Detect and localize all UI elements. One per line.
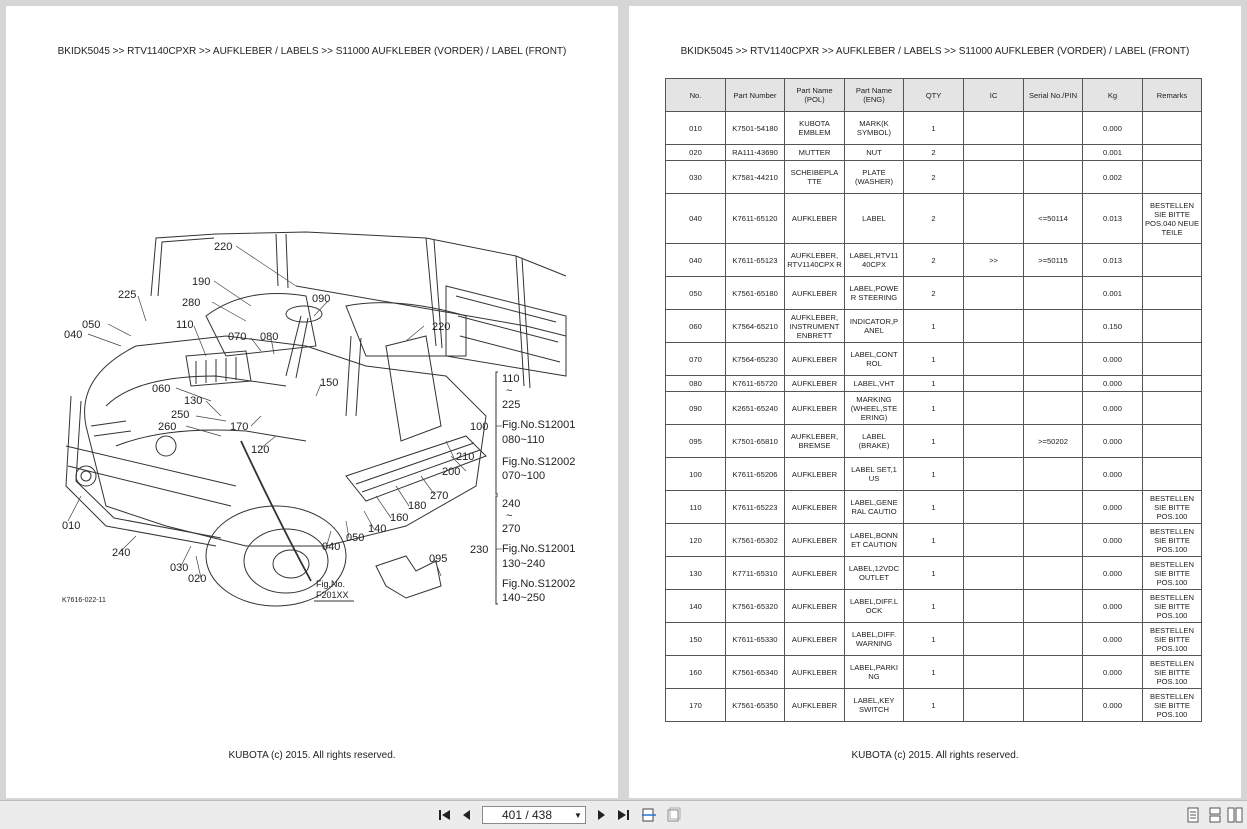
table-cell	[1143, 310, 1202, 343]
table-cell	[964, 310, 1024, 343]
table-cell	[1024, 623, 1083, 656]
table-cell: AUFKLEBER	[785, 524, 845, 557]
column-header: QTY	[904, 79, 964, 112]
table-cell: PLATE (WASHER)	[845, 161, 904, 194]
table-cell	[1143, 277, 1202, 310]
table-cell	[1024, 590, 1083, 623]
table-cell: MARK(K SYMBOL)	[845, 112, 904, 145]
table-cell: 030	[666, 161, 726, 194]
table-cell: LABEL,DIFF.L OCK	[845, 590, 904, 623]
table-cell: BESTELLEN SIE BITTE POS.040 NEUE TEILE	[1143, 194, 1202, 244]
svg-text:225: 225	[502, 399, 521, 411]
svg-text:100: 100	[470, 421, 489, 433]
table-cell: 0.000	[1083, 590, 1143, 623]
table-cell: LABEL,BONN ET CAUTION	[845, 524, 904, 557]
table-cell: K7611-65123	[726, 244, 785, 277]
table-cell: 170	[666, 689, 726, 722]
table-cell	[964, 458, 1024, 491]
table-cell: K2651-65240	[726, 392, 785, 425]
callout: 090	[312, 293, 331, 305]
table-header-row	[666, 79, 1202, 112]
table-cell	[1143, 161, 1202, 194]
column-header: Part Name (ENG)	[845, 79, 904, 112]
table-cell: K7501-65810	[726, 425, 785, 458]
table-cell: 1	[904, 458, 964, 491]
table-cell: LABEL,VHT	[845, 376, 904, 392]
table-row	[666, 524, 1202, 557]
table-cell	[964, 277, 1024, 310]
table-cell: LABEL,POWE R STEERING	[845, 277, 904, 310]
table-cell: 1	[904, 425, 964, 458]
table-cell: 0.013	[1083, 194, 1143, 244]
table-cell: K7711-65310	[726, 557, 785, 590]
table-cell: AUFKLEBER, INSTRUMENT ENBRETT	[785, 310, 845, 343]
table-cell	[1024, 524, 1083, 557]
svg-text:070~100: 070~100	[502, 470, 546, 482]
table-cell: >=50115	[1024, 244, 1083, 277]
table-cell: BESTELLEN SIE BITTE POS.100	[1143, 491, 1202, 524]
vehicle-drawing	[66, 232, 566, 606]
left-page	[6, 6, 618, 798]
table-row	[666, 194, 1202, 244]
callout: 250	[171, 409, 190, 421]
table-cell	[1143, 376, 1202, 392]
table-cell	[964, 343, 1024, 376]
viewer-toolbar	[0, 800, 1247, 829]
table-cell: K7561-65340	[726, 656, 785, 689]
table-cell: K7581-44210	[726, 161, 785, 194]
callout: 030	[170, 562, 189, 574]
table-cell: BESTELLEN SIE BITTE POS.100	[1143, 590, 1202, 623]
table-cell: AUFKLEBER	[785, 194, 845, 244]
table-cell: INDICATOR,P ANEL	[845, 310, 904, 343]
callout: 070	[228, 331, 247, 343]
diagram-code: K7616-022-11	[62, 597, 106, 604]
svg-text:270: 270	[502, 523, 521, 535]
table-cell	[1143, 425, 1202, 458]
table-cell: 095	[666, 425, 726, 458]
table-cell	[1024, 656, 1083, 689]
table-cell: 2	[904, 277, 964, 310]
table-cell: 1	[904, 590, 964, 623]
table-cell: 0.000	[1083, 376, 1143, 392]
table-cell	[964, 194, 1024, 244]
table-row	[666, 112, 1202, 145]
callout: 200	[442, 466, 461, 478]
table-cell	[1143, 343, 1202, 376]
svg-text:080~110: 080~110	[502, 434, 545, 446]
table-cell: K7564-65230	[726, 343, 785, 376]
table-cell: AUFKLEBER	[785, 689, 845, 722]
table-cell	[964, 623, 1024, 656]
table-cell: 0.000	[1083, 112, 1143, 145]
table-cell: 1	[904, 524, 964, 557]
table-cell: 2	[904, 145, 964, 161]
table-cell: AUFKLEBER	[785, 458, 845, 491]
table-row	[666, 656, 1202, 689]
table-cell	[964, 491, 1024, 524]
table-cell	[1143, 112, 1202, 145]
table-cell: AUFKLEBER	[785, 392, 845, 425]
table-cell: AUFKLEBER	[785, 656, 845, 689]
next-page-icon[interactable]	[592, 806, 610, 824]
table-cell: 020	[666, 145, 726, 161]
column-header: IC	[964, 79, 1024, 112]
table-cell: BESTELLEN SIE BITTE POS.100	[1143, 656, 1202, 689]
svg-text:Fig.No.S12002: Fig.No.S12002	[502, 578, 576, 590]
table-cell: K7561-65302	[726, 524, 785, 557]
table-row	[666, 425, 1202, 458]
callout: 020	[188, 573, 207, 585]
table-cell	[964, 524, 1024, 557]
column-header: Part Name (POL)	[785, 79, 845, 112]
callout: 010	[62, 520, 81, 532]
table-cell: 1	[904, 112, 964, 145]
table-cell: 120	[666, 524, 726, 557]
small-figure-label	[314, 579, 354, 601]
table-cell	[1143, 145, 1202, 161]
prev-page-icon[interactable]	[458, 806, 476, 824]
table-cell: 080	[666, 376, 726, 392]
table-cell: <=50114	[1024, 194, 1083, 244]
table-cell: 1	[904, 689, 964, 722]
table-cell: AUFKLEBER	[785, 376, 845, 392]
table-cell: BESTELLEN SIE BITTE POS.100	[1143, 623, 1202, 656]
table-cell: 110	[666, 491, 726, 524]
table-cell	[964, 392, 1024, 425]
table-cell	[1143, 458, 1202, 491]
table-cell: LABEL,RTV11 40CPX	[845, 244, 904, 277]
table-row	[666, 310, 1202, 343]
first-page-icon[interactable]	[436, 806, 454, 824]
callout: 060	[152, 383, 171, 395]
callout: 120	[251, 444, 270, 456]
table-cell	[1024, 112, 1083, 145]
svg-text:240: 240	[502, 498, 521, 510]
figure-reference-2	[470, 496, 575, 604]
table-cell: >>	[964, 244, 1024, 277]
chevron-down-icon: ▼	[574, 810, 582, 820]
table-cell: NUT	[845, 145, 904, 161]
callout: 240	[112, 547, 131, 559]
table-cell: 2	[904, 194, 964, 244]
table-cell	[1024, 376, 1083, 392]
column-header: Part Number	[726, 79, 785, 112]
svg-text:110: 110	[502, 373, 520, 385]
table-cell: MARKING (WHEEL,STE ERING)	[845, 392, 904, 425]
table-cell	[964, 161, 1024, 194]
callout: 220	[432, 321, 451, 333]
table-cell: 1	[904, 343, 964, 376]
callout: 130	[184, 395, 203, 407]
table-cell	[964, 557, 1024, 590]
callout: 260	[158, 421, 177, 433]
column-header: Serial No./PIN	[1024, 79, 1083, 112]
svg-text:Fig.No.S12001: Fig.No.S12001	[502, 543, 576, 555]
callout: 050	[346, 532, 365, 544]
table-cell	[964, 656, 1024, 689]
table-cell: 0.000	[1083, 425, 1143, 458]
table-cell: 0.001	[1083, 145, 1143, 161]
table-cell	[1143, 392, 1202, 425]
table-cell: 1	[904, 656, 964, 689]
table-cell	[1024, 392, 1083, 425]
table-cell: LABEL,12VDC OUTLET	[845, 557, 904, 590]
table-cell: LABEL,GENE RAL CAUTIO	[845, 491, 904, 524]
table-cell: AUFKLEBER	[785, 590, 845, 623]
table-row	[666, 343, 1202, 376]
table-cell: K7561-65180	[726, 277, 785, 310]
callout: 140	[368, 523, 387, 535]
svg-text:140~250: 140~250	[502, 592, 546, 604]
last-page-icon[interactable]	[614, 806, 632, 824]
table-cell: 0.000	[1083, 557, 1143, 590]
table-cell: 050	[666, 277, 726, 310]
fit-page-icon[interactable]	[664, 806, 682, 824]
callout: 040	[322, 541, 341, 553]
callout: 040	[64, 329, 83, 341]
fit-width-icon[interactable]	[640, 806, 658, 824]
table-cell: 0.000	[1083, 491, 1143, 524]
callout: 160	[390, 512, 409, 524]
table-cell: 150	[666, 623, 726, 656]
column-header: No.	[666, 79, 726, 112]
table-row	[666, 458, 1202, 491]
table-cell: K7611-65720	[726, 376, 785, 392]
callout: 110	[176, 319, 194, 331]
table-cell: 010	[666, 112, 726, 145]
callout: 280	[182, 297, 201, 309]
page-number-value: 401 / 438	[501, 808, 553, 822]
table-cell: 100	[666, 458, 726, 491]
table-cell: K7611-65120	[726, 194, 785, 244]
callout: 180	[408, 500, 427, 512]
table-cell: RA111-43690	[726, 145, 785, 161]
table-cell: K7561-65320	[726, 590, 785, 623]
table-cell: AUFKLEBER	[785, 491, 845, 524]
svg-text:~: ~	[506, 385, 513, 397]
table-row	[666, 623, 1202, 656]
table-cell	[964, 689, 1024, 722]
table-cell: 0.000	[1083, 623, 1143, 656]
continuous-view-icon[interactable]	[1206, 806, 1224, 824]
table-cell: AUFKLEBER	[785, 557, 845, 590]
table-cell: 130	[666, 557, 726, 590]
table-cell: 160	[666, 656, 726, 689]
table-cell: K7564-65210	[726, 310, 785, 343]
table-cell: AUFKLEBER, RTV1140CPX R	[785, 244, 845, 277]
table-cell	[964, 145, 1024, 161]
table-cell: LABEL SET,1 US	[845, 458, 904, 491]
callout: 050	[82, 319, 101, 331]
table-cell: BESTELLEN SIE BITTE POS.100	[1143, 689, 1202, 722]
breadcrumb: BKIDK5045 >> RTV1140CPXR >> AUFKLEBER / LABELS >> S11000 AUFKLEBER (VORDER) / LABEL (FRONT)	[57, 46, 567, 57]
table-cell: LABEL,PARKI NG	[845, 656, 904, 689]
table-cell: 1	[904, 557, 964, 590]
table-cell: LABEL,KEY SWITCH	[845, 689, 904, 722]
table-cell: LABEL,DIFF. WARNING	[845, 623, 904, 656]
callout: 150	[320, 377, 339, 389]
callout: 095	[429, 553, 448, 565]
two-page-view-icon[interactable]	[1226, 806, 1244, 824]
table-cell: 0.000	[1083, 689, 1143, 722]
table-cell: LABEL (BRAKE)	[845, 425, 904, 458]
table-cell: 0.002	[1083, 161, 1143, 194]
table-cell: 040	[666, 244, 726, 277]
table-cell: SCHEIBEPLA TTE	[785, 161, 845, 194]
callout: 210	[456, 451, 475, 463]
svg-text:130~240: 130~240	[502, 558, 546, 570]
table-cell: BESTELLEN SIE BITTE POS.100	[1143, 557, 1202, 590]
table-cell	[1024, 161, 1083, 194]
table-cell: AUFKLEBER	[785, 277, 845, 310]
table-cell: 1	[904, 623, 964, 656]
table-cell	[1024, 458, 1083, 491]
table-cell: BESTELLEN SIE BITTE POS.100	[1143, 524, 1202, 557]
table-cell	[1024, 343, 1083, 376]
callout: 170	[230, 421, 249, 433]
table-cell	[964, 425, 1024, 458]
table-cell: 1	[904, 310, 964, 343]
table-cell: MUTTER	[785, 145, 845, 161]
table-row	[666, 689, 1202, 722]
figure-reference-1	[470, 372, 575, 494]
table-cell: 1	[904, 392, 964, 425]
table-cell: 0.000	[1083, 656, 1143, 689]
table-cell	[964, 376, 1024, 392]
table-row	[666, 376, 1202, 392]
table-cell	[1024, 557, 1083, 590]
table-cell: 2	[904, 244, 964, 277]
table-cell: 0.000	[1083, 392, 1143, 425]
table-row	[666, 145, 1202, 161]
table-cell: 1	[904, 376, 964, 392]
table-cell	[1024, 277, 1083, 310]
table-cell: AUFKLEBER, BREMSE	[785, 425, 845, 458]
table-cell: 0.000	[1083, 343, 1143, 376]
table-cell	[1024, 310, 1083, 343]
table-cell: 060	[666, 310, 726, 343]
table-row	[666, 277, 1202, 310]
table-cell	[1143, 244, 1202, 277]
diagram-callouts	[62, 241, 474, 585]
svg-text:Fig.No.S12002: Fig.No.S12002	[502, 456, 576, 468]
right-page	[629, 6, 1241, 798]
table-row	[666, 491, 1202, 524]
table-cell	[964, 590, 1024, 623]
table-cell: LABEL	[845, 194, 904, 244]
column-header: Kg	[1083, 79, 1143, 112]
table-cell: 090	[666, 392, 726, 425]
table-cell: KUBOTA EMBLEM	[785, 112, 845, 145]
svg-text:~: ~	[506, 510, 513, 522]
table-cell: 0.001	[1083, 277, 1143, 310]
callout: 080	[260, 331, 279, 343]
table-row	[666, 392, 1202, 425]
table-cell: >=50202	[1024, 425, 1083, 458]
table-row	[666, 244, 1202, 277]
table-cell	[1024, 689, 1083, 722]
callout: 270	[430, 490, 449, 502]
table-cell: LABEL,CONT ROL	[845, 343, 904, 376]
table-cell: 070	[666, 343, 726, 376]
parts-diagram	[46, 226, 576, 611]
callout: 225	[118, 289, 137, 301]
callout: 220	[214, 241, 233, 253]
table-row	[666, 161, 1202, 194]
copyright-footer: KUBOTA (c) 2015. All rights reserved.	[228, 750, 396, 761]
table-cell: 2	[904, 161, 964, 194]
table-cell: 140	[666, 590, 726, 623]
callout: 190	[192, 276, 211, 288]
table-cell: K7611-65206	[726, 458, 785, 491]
table-cell: K7611-65223	[726, 491, 785, 524]
table-cell: 0.000	[1083, 524, 1143, 557]
table-cell: 0.013	[1083, 244, 1143, 277]
svg-text:F201XX: F201XX	[316, 590, 349, 600]
svg-text:230: 230	[470, 544, 489, 556]
table-cell: AUFKLEBER	[785, 623, 845, 656]
breadcrumb: BKIDK5045 >> RTV1140CPXR >> AUFKLEBER / LABELS >> S11000 AUFKLEBER (VORDER) / LABEL (FRONT)	[680, 46, 1190, 57]
table-cell: K7561-65350	[726, 689, 785, 722]
table-cell: AUFKLEBER	[785, 343, 845, 376]
table-cell	[964, 112, 1024, 145]
copyright-footer: KUBOTA (c) 2015. All rights reserved.	[851, 750, 1019, 761]
table-cell	[1024, 145, 1083, 161]
table-row	[666, 557, 1202, 590]
svg-text:Fig.No.: Fig.No.	[316, 579, 346, 589]
table-cell: K7611-65330	[726, 623, 785, 656]
table-cell: 0.150	[1083, 310, 1143, 343]
table-cell: 1	[904, 491, 964, 524]
table-cell: 040	[666, 194, 726, 244]
single-page-view-icon[interactable]	[1184, 806, 1202, 824]
table-row	[666, 590, 1202, 623]
table-cell: K7501-54180	[726, 112, 785, 145]
column-header: Remarks	[1143, 79, 1202, 112]
table-cell	[1024, 491, 1083, 524]
page-number-select[interactable]	[482, 806, 586, 824]
parts-table	[665, 78, 1202, 722]
table-cell: 0.000	[1083, 458, 1143, 491]
svg-text:Fig.No.S12001: Fig.No.S12001	[502, 419, 576, 431]
